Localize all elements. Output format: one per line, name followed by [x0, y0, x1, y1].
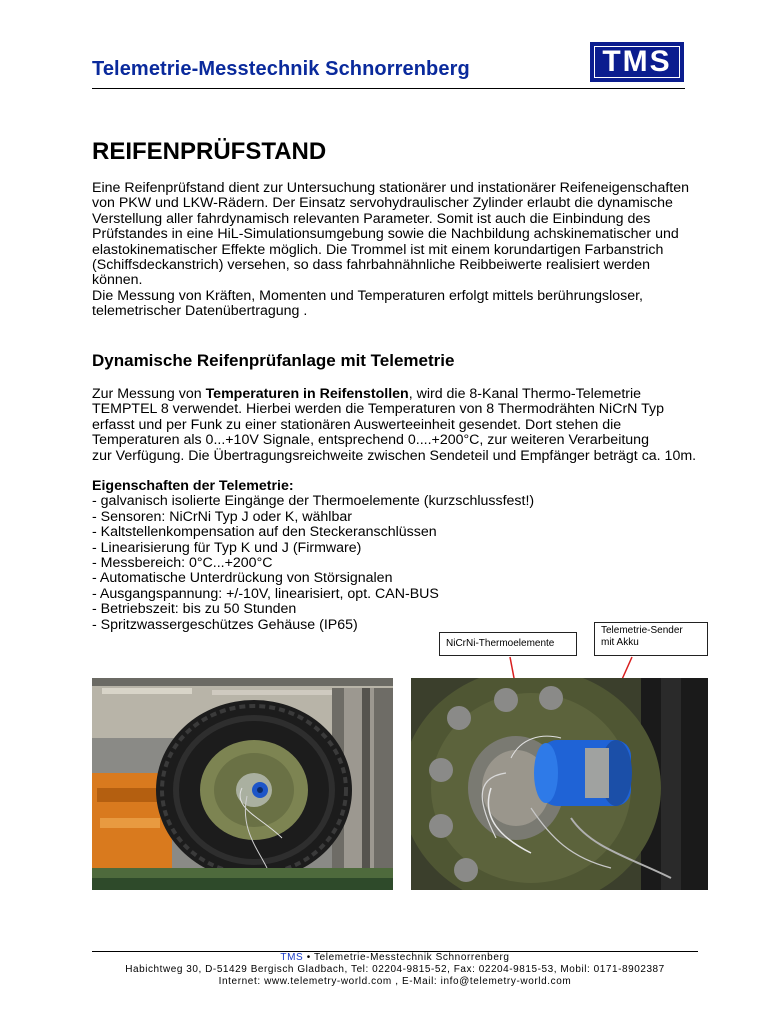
text-line: Die Messung von Kräften, Momenten und Temperaturen erfolgt mittels berührungsloser,	[92, 287, 643, 304]
list-item: - galvanisch isolierte Eingänge der Thermoelemente (kurzschlussfest!)	[92, 493, 535, 510]
text-line: telemetrischer Datenübertragung .	[92, 303, 308, 320]
footer-address: Habichtweg 30, D-51429 Bergisch Gladbach, Tel: 02204-9815-52, Fax: 02204-9815-53, Mobil: 0171-8902387	[125, 964, 665, 975]
callout-line: mit Akku	[601, 637, 639, 648]
list-item: - Ausgangspannung: +/-10V, linearisiert, opt. CAN-BUS	[92, 585, 439, 602]
text-run: , wird die 8-Kanal Thermo-Telemetrie	[408, 386, 642, 402]
text-line: können.	[92, 272, 143, 289]
tire-test-stand-photo	[92, 678, 393, 890]
list-item: - Messbereich: 0°C...+200°C	[92, 555, 273, 572]
list-item: - Betriebszeit: bis zu 50 Stunden	[92, 601, 297, 618]
text-line: TEMPTEL 8 verwendet. Hierbei werden die Temperaturen von 8 Thermodrähten NiCrN Typ	[92, 401, 664, 418]
company-title: Telemetrie-Messtechnik Schnorrenberg	[92, 58, 470, 80]
features-title: Eigenschaften der Telemetrie:	[92, 478, 294, 494]
text-run: Zur Messung von	[92, 386, 206, 402]
text-line: zur Verfügung. Die Übertragungsreichweite zwischen Sendeteil und Empfänger beträgt ca. 10m.	[92, 447, 697, 464]
callout-line: Telemetrie-Sender	[601, 625, 683, 636]
list-item: - Sensoren: NiCrNi Typ J oder K, wählbar	[92, 508, 352, 525]
text-line: Temperaturen als 0...+10V Signale, entsprechend 0....+200°C, zur weiteren Verarbeitung	[92, 432, 649, 449]
text-line: (Schiffsdeckanstrich) versehen, so dass fahrbahnähnliche Reibbeiwerte realisiert werden	[92, 257, 651, 274]
footer-company-line	[92, 952, 698, 965]
footer-brand: TMS	[280, 952, 304, 963]
text-line: Verstellung aller fahrdynamisch relevanten Parameter. Somit ist auch die Einbindung des	[92, 210, 651, 227]
text-line: erfasst und per Funk zu einer stationären Auswerteeinheit gesendet. Dort stehen die	[92, 416, 622, 433]
text-line: Prüfstandes in eine HiL-Simulationsumgebung sowie die Nachbildung achskinematischer und	[92, 226, 679, 243]
list-item: - Linearisierung für Typ K und J (Firmware)	[92, 539, 362, 556]
footer-company: Telemetrie-Messtechnik Schnorrenberg	[314, 952, 510, 963]
list-item: - Spritzwassergeschützes Gehäuse (IP65)	[92, 616, 358, 633]
text-line: elastokinematischer Effekte möglich. Die Trommel ist mit einem korundartigen Farbanstrich	[92, 241, 664, 258]
footer-bullet: •	[306, 952, 311, 963]
hub-telemetry-photo	[411, 678, 708, 890]
list-item: - Kaltstellenkompensation auf den Steckeranschlüssen	[92, 524, 437, 541]
section-title: Dynamische Reifenprüfanlage mit Telemetrie	[92, 351, 455, 370]
emphasis-text: Temperaturen in Reifenstollen	[205, 386, 409, 402]
tms-logo: TMS	[590, 42, 684, 82]
thermocouple-callout: NiCrNi-Thermoelemente	[439, 632, 577, 656]
text-line: von PKW und LKW-Rädern. Der Einsatz servohydraulischer Zylinder erlaubt die dynamische	[92, 195, 673, 212]
text-line: Eine Reifenprüfstand dient zur Untersuchung stationärer und instationärer Reifeneigenschaften	[92, 180, 690, 196]
page-title: REIFENPRÜFSTAND	[92, 138, 327, 165]
list-item: - Automatische Unterdrückung von Störsignalen	[92, 570, 393, 587]
footer-contact: Internet: www.telemetry-world.com , E-Mail: info@telemetry-world.com	[218, 976, 572, 987]
